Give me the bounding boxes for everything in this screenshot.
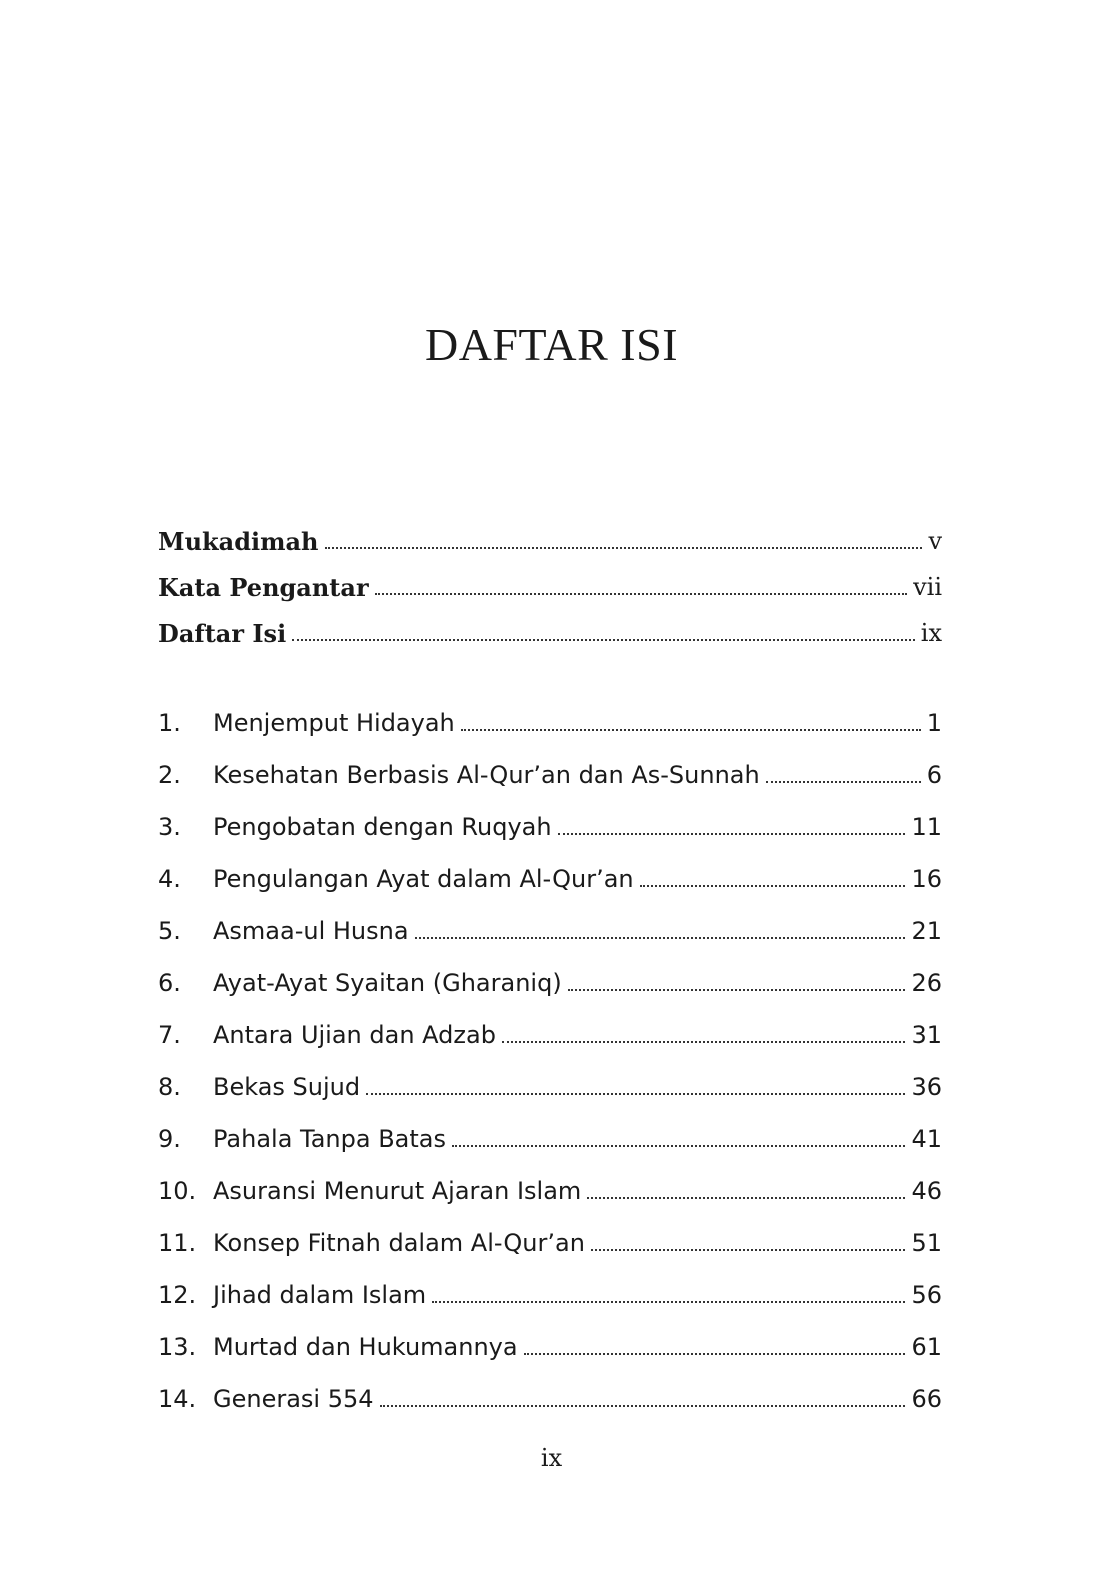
chapter-title: Asmaa-ul Husna [213, 917, 409, 945]
dot-leader [415, 937, 906, 939]
dot-leader [591, 1249, 906, 1251]
chapter-entry[interactable] [158, 853, 942, 905]
chapter-entry[interactable] [158, 749, 942, 801]
chapter-page: 36 [911, 1073, 942, 1101]
toc-entry-kata-pengantar[interactable] [158, 564, 942, 610]
dot-leader [766, 781, 921, 783]
chapter-list [158, 697, 942, 1425]
chapter-entry[interactable] [158, 1009, 942, 1061]
chapter-number: 14. [158, 1385, 197, 1413]
toc-entry-title: Daftar Isi [158, 618, 287, 648]
chapter-number: 13. [158, 1333, 197, 1361]
chapter-number: 4. [158, 865, 181, 893]
chapter-page: 41 [911, 1125, 942, 1153]
chapter-page: 51 [911, 1229, 942, 1257]
chapter-entry[interactable] [158, 801, 942, 853]
chapter-title: Generasi 554 [213, 1385, 374, 1413]
dot-leader [380, 1405, 906, 1407]
chapter-entry[interactable] [158, 1061, 942, 1113]
chapter-page: 11 [911, 813, 942, 841]
dot-leader [366, 1093, 905, 1095]
dot-leader [568, 989, 906, 991]
chapter-number: 6. [158, 969, 181, 997]
toc-entry-mukadimah[interactable] [158, 518, 942, 564]
chapter-entry[interactable] [158, 957, 942, 1009]
chapter-page: 56 [911, 1281, 942, 1309]
page-footer-number: ix [540, 1444, 563, 1472]
chapter-title: Murtad dan Hukumannya [213, 1333, 518, 1361]
chapter-title: Antara Ujian dan Adzab [213, 1021, 496, 1049]
toc-entry-daftar-isi[interactable] [158, 610, 942, 656]
toc-entry-page: ix [920, 619, 942, 647]
dot-leader [524, 1353, 906, 1355]
chapter-number: 11. [158, 1229, 197, 1257]
chapter-entry[interactable] [158, 1217, 942, 1269]
chapter-number: 12. [158, 1281, 197, 1309]
toc-entry-page: vii [913, 573, 942, 601]
chapter-page: 16 [911, 865, 942, 893]
chapter-entry[interactable] [158, 1269, 942, 1321]
dot-leader [325, 547, 923, 549]
chapter-page: 21 [911, 917, 942, 945]
chapter-title: Pengobatan dengan Ruqyah [213, 813, 552, 841]
chapter-title: Asuransi Menurut Ajaran Islam [213, 1177, 582, 1205]
chapter-entry[interactable] [158, 1113, 942, 1165]
dot-leader [558, 833, 906, 835]
chapter-entry[interactable] [158, 1321, 942, 1373]
chapter-number: 7. [158, 1021, 181, 1049]
chapter-entry[interactable] [158, 697, 942, 749]
chapter-title: Pahala Tanpa Batas [213, 1125, 446, 1153]
chapter-page: 6 [926, 761, 942, 789]
chapter-number: 2. [158, 761, 181, 789]
chapter-entry[interactable] [158, 1373, 942, 1425]
chapter-number: 10. [158, 1177, 197, 1205]
chapter-title: Pengulangan Ayat dalam Al-Qur’an [213, 865, 634, 893]
chapter-page: 26 [911, 969, 942, 997]
chapter-page: 66 [911, 1385, 942, 1413]
chapter-title: Kesehatan Berbasis Al-Qur’an dan As-Sunnah [213, 761, 760, 789]
chapter-title: Jihad dalam Islam [213, 1281, 427, 1309]
front-matter-list [158, 518, 942, 656]
toc-entry-page: v [928, 527, 942, 555]
chapter-page: 61 [911, 1333, 942, 1361]
toc-entry-title: Kata Pengantar [158, 572, 369, 602]
chapter-page: 1 [926, 709, 942, 737]
chapter-number: 5. [158, 917, 181, 945]
chapter-number: 1. [158, 709, 181, 737]
chapter-number: 8. [158, 1073, 181, 1101]
chapter-page: 31 [911, 1021, 942, 1049]
dot-leader [640, 885, 906, 887]
chapter-number: 3. [158, 813, 181, 841]
dot-leader [502, 1041, 906, 1043]
chapter-entry[interactable] [158, 1165, 942, 1217]
dot-leader [375, 593, 907, 595]
chapter-title: Ayat-Ayat Syaitan (Gharaniq) [213, 969, 562, 997]
chapter-number: 9. [158, 1125, 181, 1153]
page-title: DAFTAR ISI [424, 319, 679, 370]
dot-leader [432, 1301, 905, 1303]
dot-leader [461, 729, 921, 731]
chapter-entry[interactable] [158, 905, 942, 957]
dot-leader [292, 639, 915, 641]
chapter-title: Konsep Fitnah dalam Al-Qur’an [213, 1229, 585, 1257]
dot-leader [587, 1197, 905, 1199]
chapter-title: Bekas Sujud [213, 1073, 361, 1101]
chapter-title: Menjemput Hidayah [213, 709, 455, 737]
toc-entry-title: Mukadimah [158, 526, 319, 556]
chapter-page: 46 [911, 1177, 942, 1205]
dot-leader [452, 1145, 905, 1147]
